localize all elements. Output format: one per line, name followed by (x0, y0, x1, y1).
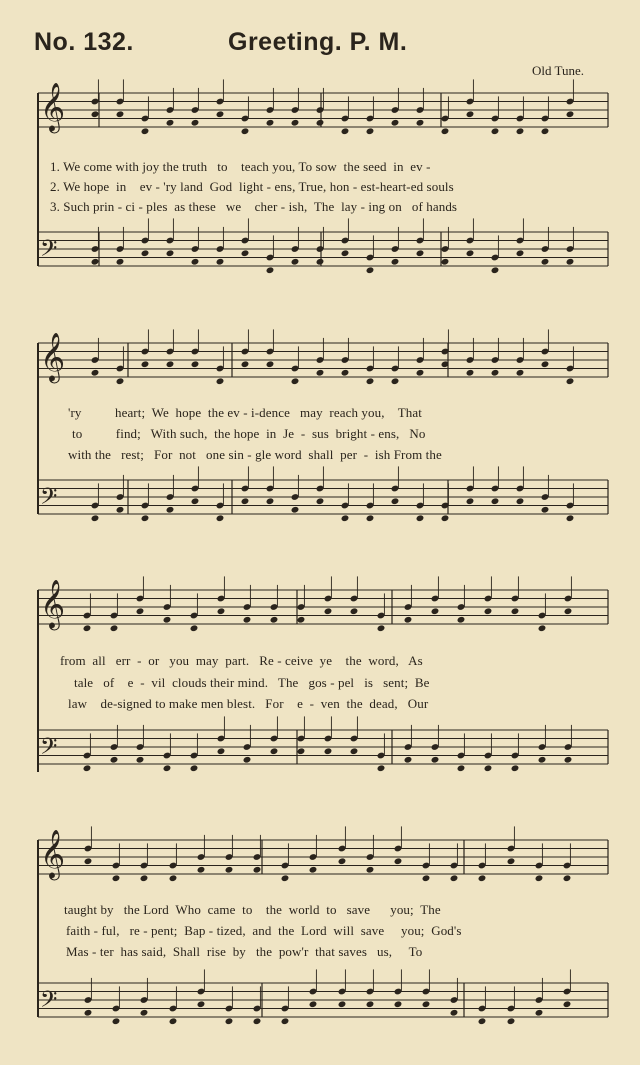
verse-1-line: 1. We come with joy the truth to teach you, To sow the seed in ev - (50, 159, 431, 174)
verse-3-line: Mas - ter has said, Shall rise by the pow'r that saves us, To (66, 944, 423, 959)
verse-1-line: taught by the Lord Who came to the world to save you; The (64, 902, 441, 917)
verse-3-line: law de-signed to make men blest. For e - ven the dead, Our (68, 696, 429, 711)
verse-3-line: 3. Such prin - ci - ples as these we cher - ish, The lay - ing on of hands (50, 199, 458, 214)
verse-2-line: faith - ful, re - pent; Bap - tized, and the Lord will save you; God's (66, 923, 462, 938)
bass-staff (38, 969, 608, 1025)
treble-clef-icon: 𝄞 (40, 580, 66, 630)
treble-clef-icon: 𝄞 (40, 83, 66, 133)
verse-2-line: 2. We hope in ev - 'ry land God light - ens, True, hon - est-heart-ed souls (50, 179, 454, 194)
bass-clef-icon: 𝄢 (40, 734, 58, 766)
treble-clef-icon: 𝄞 (40, 830, 66, 880)
bass-clef-icon: 𝄢 (40, 236, 58, 268)
treble-staff (38, 826, 608, 882)
verse-1-line: from all err - or you may part. Re - ceive ye the word, As (60, 653, 423, 668)
verse-3-line: with the rest; For not one sin - gle word shall per - ish From the (68, 447, 442, 462)
hymn-number: No. 132. (34, 28, 134, 56)
bass-clef-icon: 𝄢 (40, 987, 58, 1019)
hymn-title: Greeting. P. M. (228, 28, 408, 56)
tune-attribution: Old Tune. (531, 63, 584, 78)
verse-2-line: tale of e - vil clouds their mind. The gos - pel is sent; Be (74, 675, 430, 690)
treble-clef-icon: 𝄞 (40, 333, 66, 383)
verse-2-line: to find; With such, the hope in Je - sus bright - ens, No (72, 426, 426, 441)
bass-clef-icon: 𝄢 (40, 484, 58, 516)
verse-1-line: 'ry heart; We hope the ev - i-dence may reach you, That (68, 405, 422, 420)
